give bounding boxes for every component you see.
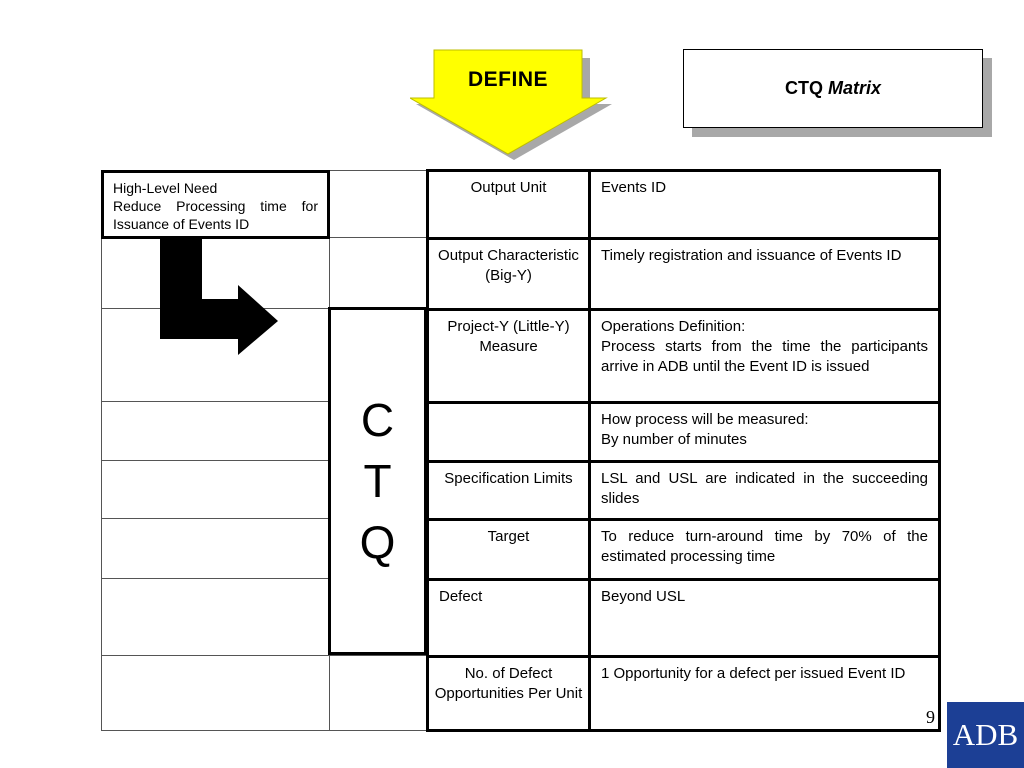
left-col-cell [101, 578, 330, 656]
row-label: Project-Y (Little-Y) Measure [447, 318, 570, 355]
ctq-letter: C [360, 393, 395, 446]
left-col-cell [101, 518, 330, 579]
need-title: High-Level Need [113, 180, 218, 196]
row-label: Specification Limits [444, 470, 573, 487]
matrix-value-cell [588, 518, 941, 581]
matrix-label-cell [426, 655, 591, 732]
matrix-value-cell [588, 655, 941, 732]
define-arrow [410, 48, 612, 160]
ctq-letter: Q [359, 515, 396, 568]
left-col-cell [101, 401, 330, 461]
adb-logo: ADB [947, 702, 1024, 768]
matrix-value-cell [588, 308, 941, 404]
matrix-label-cell [426, 401, 591, 463]
matrix-title-suffix: Matrix [827, 78, 881, 98]
matrix-label-cell [426, 308, 591, 404]
row-value-title: Operations Definition: [601, 318, 746, 335]
mid-col-cell [329, 237, 428, 309]
row-label: Target [487, 528, 530, 545]
left-col-cell [101, 655, 330, 731]
ctq-letter: T [363, 454, 392, 507]
row-label: Output Characteristic (Big-Y) [438, 247, 579, 284]
elbow-arrow [160, 237, 280, 357]
row-label: No. of Defect Opportunities Per Unit [434, 665, 583, 702]
need-text: Reduce Processing time for Issuance of Events ID [113, 198, 318, 232]
row-value: 1 Opportunity for a defect per issued Event ID [601, 665, 906, 682]
mid-col-cell [329, 655, 428, 731]
matrix-value-cell [588, 460, 941, 521]
matrix-title-prefix: CTQ [784, 78, 823, 98]
define-label: DEFINE [467, 68, 548, 91]
matrix-value-cell [588, 169, 941, 240]
matrix-label-cell [426, 460, 591, 521]
matrix-label-cell [426, 518, 591, 581]
mid-col-cell [329, 170, 428, 238]
row-value: Timely registration and issuance of Events ID [601, 247, 902, 264]
matrix-label-cell [426, 237, 591, 311]
matrix-value-cell [588, 578, 941, 658]
ctq-box [328, 307, 427, 655]
row-value: To reduce turn-around time by 70% of the estimated processing time [601, 528, 928, 565]
row-label: Defect [439, 588, 483, 605]
left-col-cell [101, 460, 330, 519]
row-label: Output Unit [470, 179, 547, 196]
matrix-title-box [683, 49, 983, 128]
row-value: By number of minutes [601, 431, 747, 448]
matrix-label-cell [426, 578, 591, 658]
row-value-title: How process will be measured: [601, 411, 809, 428]
page-number: 9 [926, 707, 935, 727]
high-level-need-box [101, 170, 330, 239]
matrix-value-cell [588, 401, 941, 463]
row-value: LSL and USL are indicated in the succeeding slides [601, 470, 928, 507]
row-value: Beyond USL [601, 588, 686, 605]
row-value: Process starts from the time the participants arrive in ADB until the Event ID is issued [601, 338, 928, 375]
matrix-value-cell [588, 237, 941, 311]
matrix-label-cell [426, 169, 591, 240]
row-value: Events ID [601, 179, 667, 196]
